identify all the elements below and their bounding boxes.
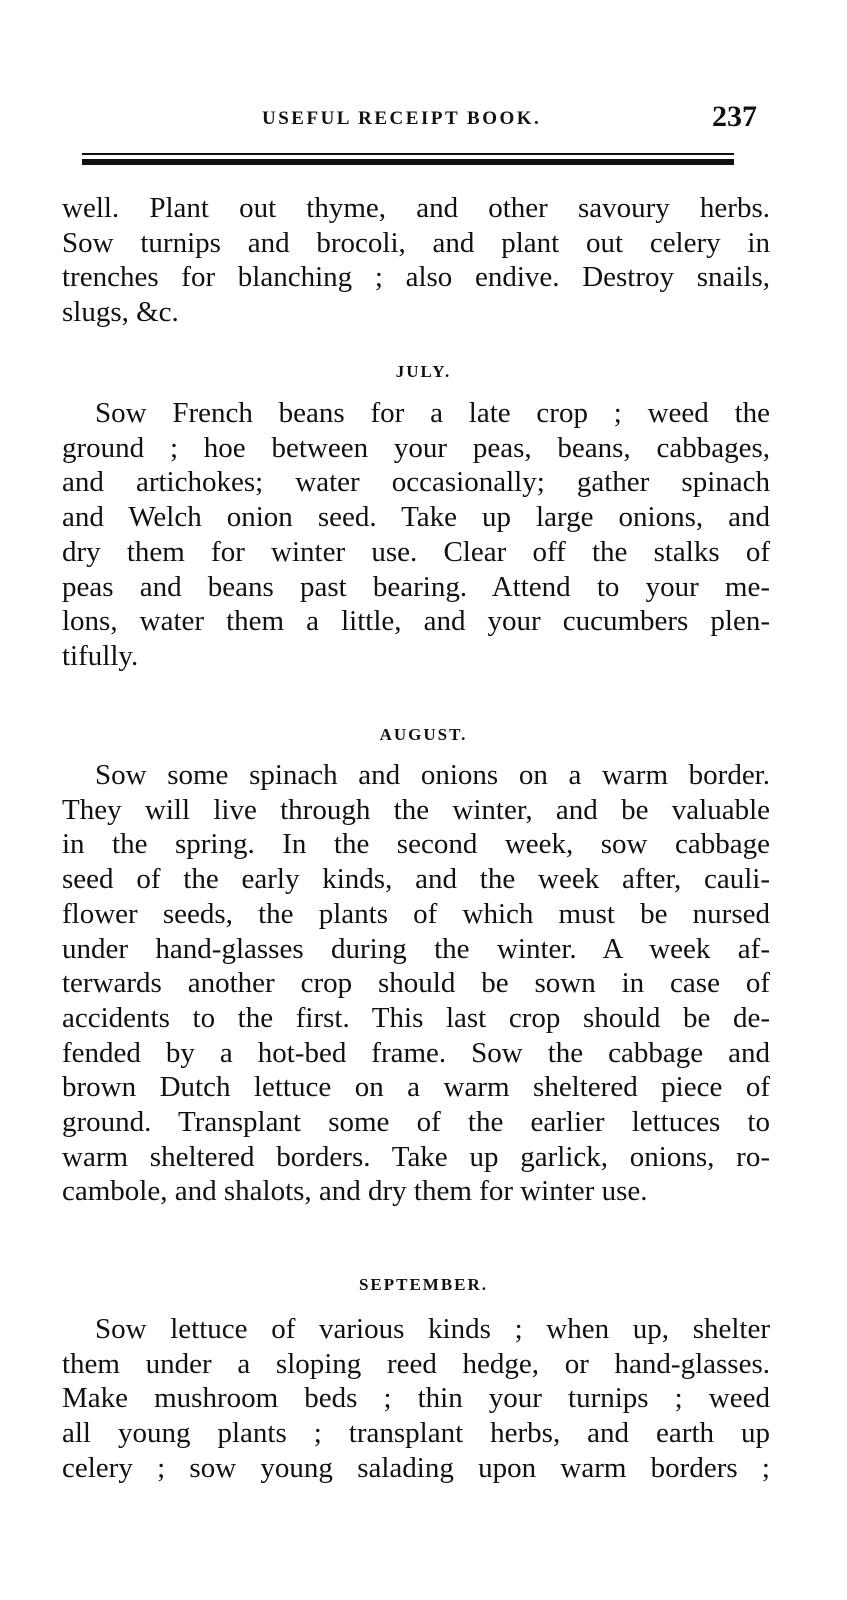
text-line: trenches for blanching ; also endive. Destroy snails, — [62, 261, 770, 294]
text-line: dry them for winter use. Clear off the stalks of — [62, 535, 770, 568]
text-line: warm sheltered borders. Take up garlick, onions, ro- — [62, 1140, 770, 1173]
continuation-paragraph — [62, 191, 770, 330]
text-line: and artichokes; water occasionally; gather spinach — [62, 466, 770, 499]
text-line: cambole, and shalots, and dry them for winter use. — [62, 1175, 648, 1208]
text-line: lons, water them a little, and your cucumbers plen- — [62, 605, 770, 638]
section-heading-september: SEPTEMBER. — [358, 1275, 489, 1294]
text-line: ground ; hoe between your peas, beans, cabbages, — [62, 431, 770, 464]
text-line: ground. Transplant some of the earlier lettuces to — [62, 1106, 770, 1139]
text-line: tifully. — [62, 639, 139, 672]
july-paragraph — [62, 396, 770, 674]
text-line: in the spring. In the second week, sow cabbage — [62, 828, 770, 861]
page-number: 237 — [712, 100, 757, 133]
text-line: Sow French beans for a late crop ; weed the — [95, 397, 770, 429]
text-line: accidents to the first. This last crop should be de- — [62, 1001, 770, 1034]
text-line: and Welch onion seed. Take up large onions, and — [62, 501, 770, 534]
text-line: all young plants ; transplant herbs, and earth up — [62, 1417, 770, 1450]
text-line: Make mushroom beds ; thin your turnips ; weed — [62, 1382, 770, 1415]
text-line: them under a sloping reed hedge, or hand-glasses. — [62, 1347, 770, 1380]
text-line: under hand-glasses during the winter. A week af- — [62, 932, 770, 965]
text-line: well. Plant out thyme, and other savoury herbs. — [62, 192, 770, 224]
august-paragraph — [62, 758, 770, 1209]
text-line: slugs, &c. — [62, 296, 179, 329]
text-line: flower seeds, the plants of which must be nursed — [62, 897, 770, 930]
header-rule-thin — [82, 153, 734, 155]
text-line: peas and beans past bearing. Attend to your me- — [62, 570, 770, 603]
text-line: They will live through the winter, and be valuable — [62, 793, 770, 826]
september-paragraph — [62, 1312, 770, 1486]
text-line: Sow turnips and brocoli, and plant out celery in — [62, 226, 770, 259]
running-head: USEFUL RECEIPT BOOK. — [262, 108, 542, 129]
text-line: celery ; sow young salading upon warm borders ; — [62, 1451, 770, 1484]
text-line: Sow some spinach and onions on a warm border. — [95, 759, 770, 791]
text-line: terwards another crop should be sown in case of — [62, 967, 770, 1000]
text-line: brown Dutch lettuce on a warm sheltered piece of — [62, 1071, 770, 1104]
text-line: fended by a hot-bed frame. Sow the cabbage and — [62, 1036, 770, 1069]
text-line: Sow lettuce of various kinds ; when up, shelter — [95, 1313, 770, 1345]
header-rule-thick — [82, 159, 734, 165]
section-heading-august: AUGUST. — [379, 725, 468, 744]
text-line: seed of the early kinds, and the week after, cauli- — [62, 863, 770, 896]
section-heading-july: JULY. — [395, 362, 452, 381]
